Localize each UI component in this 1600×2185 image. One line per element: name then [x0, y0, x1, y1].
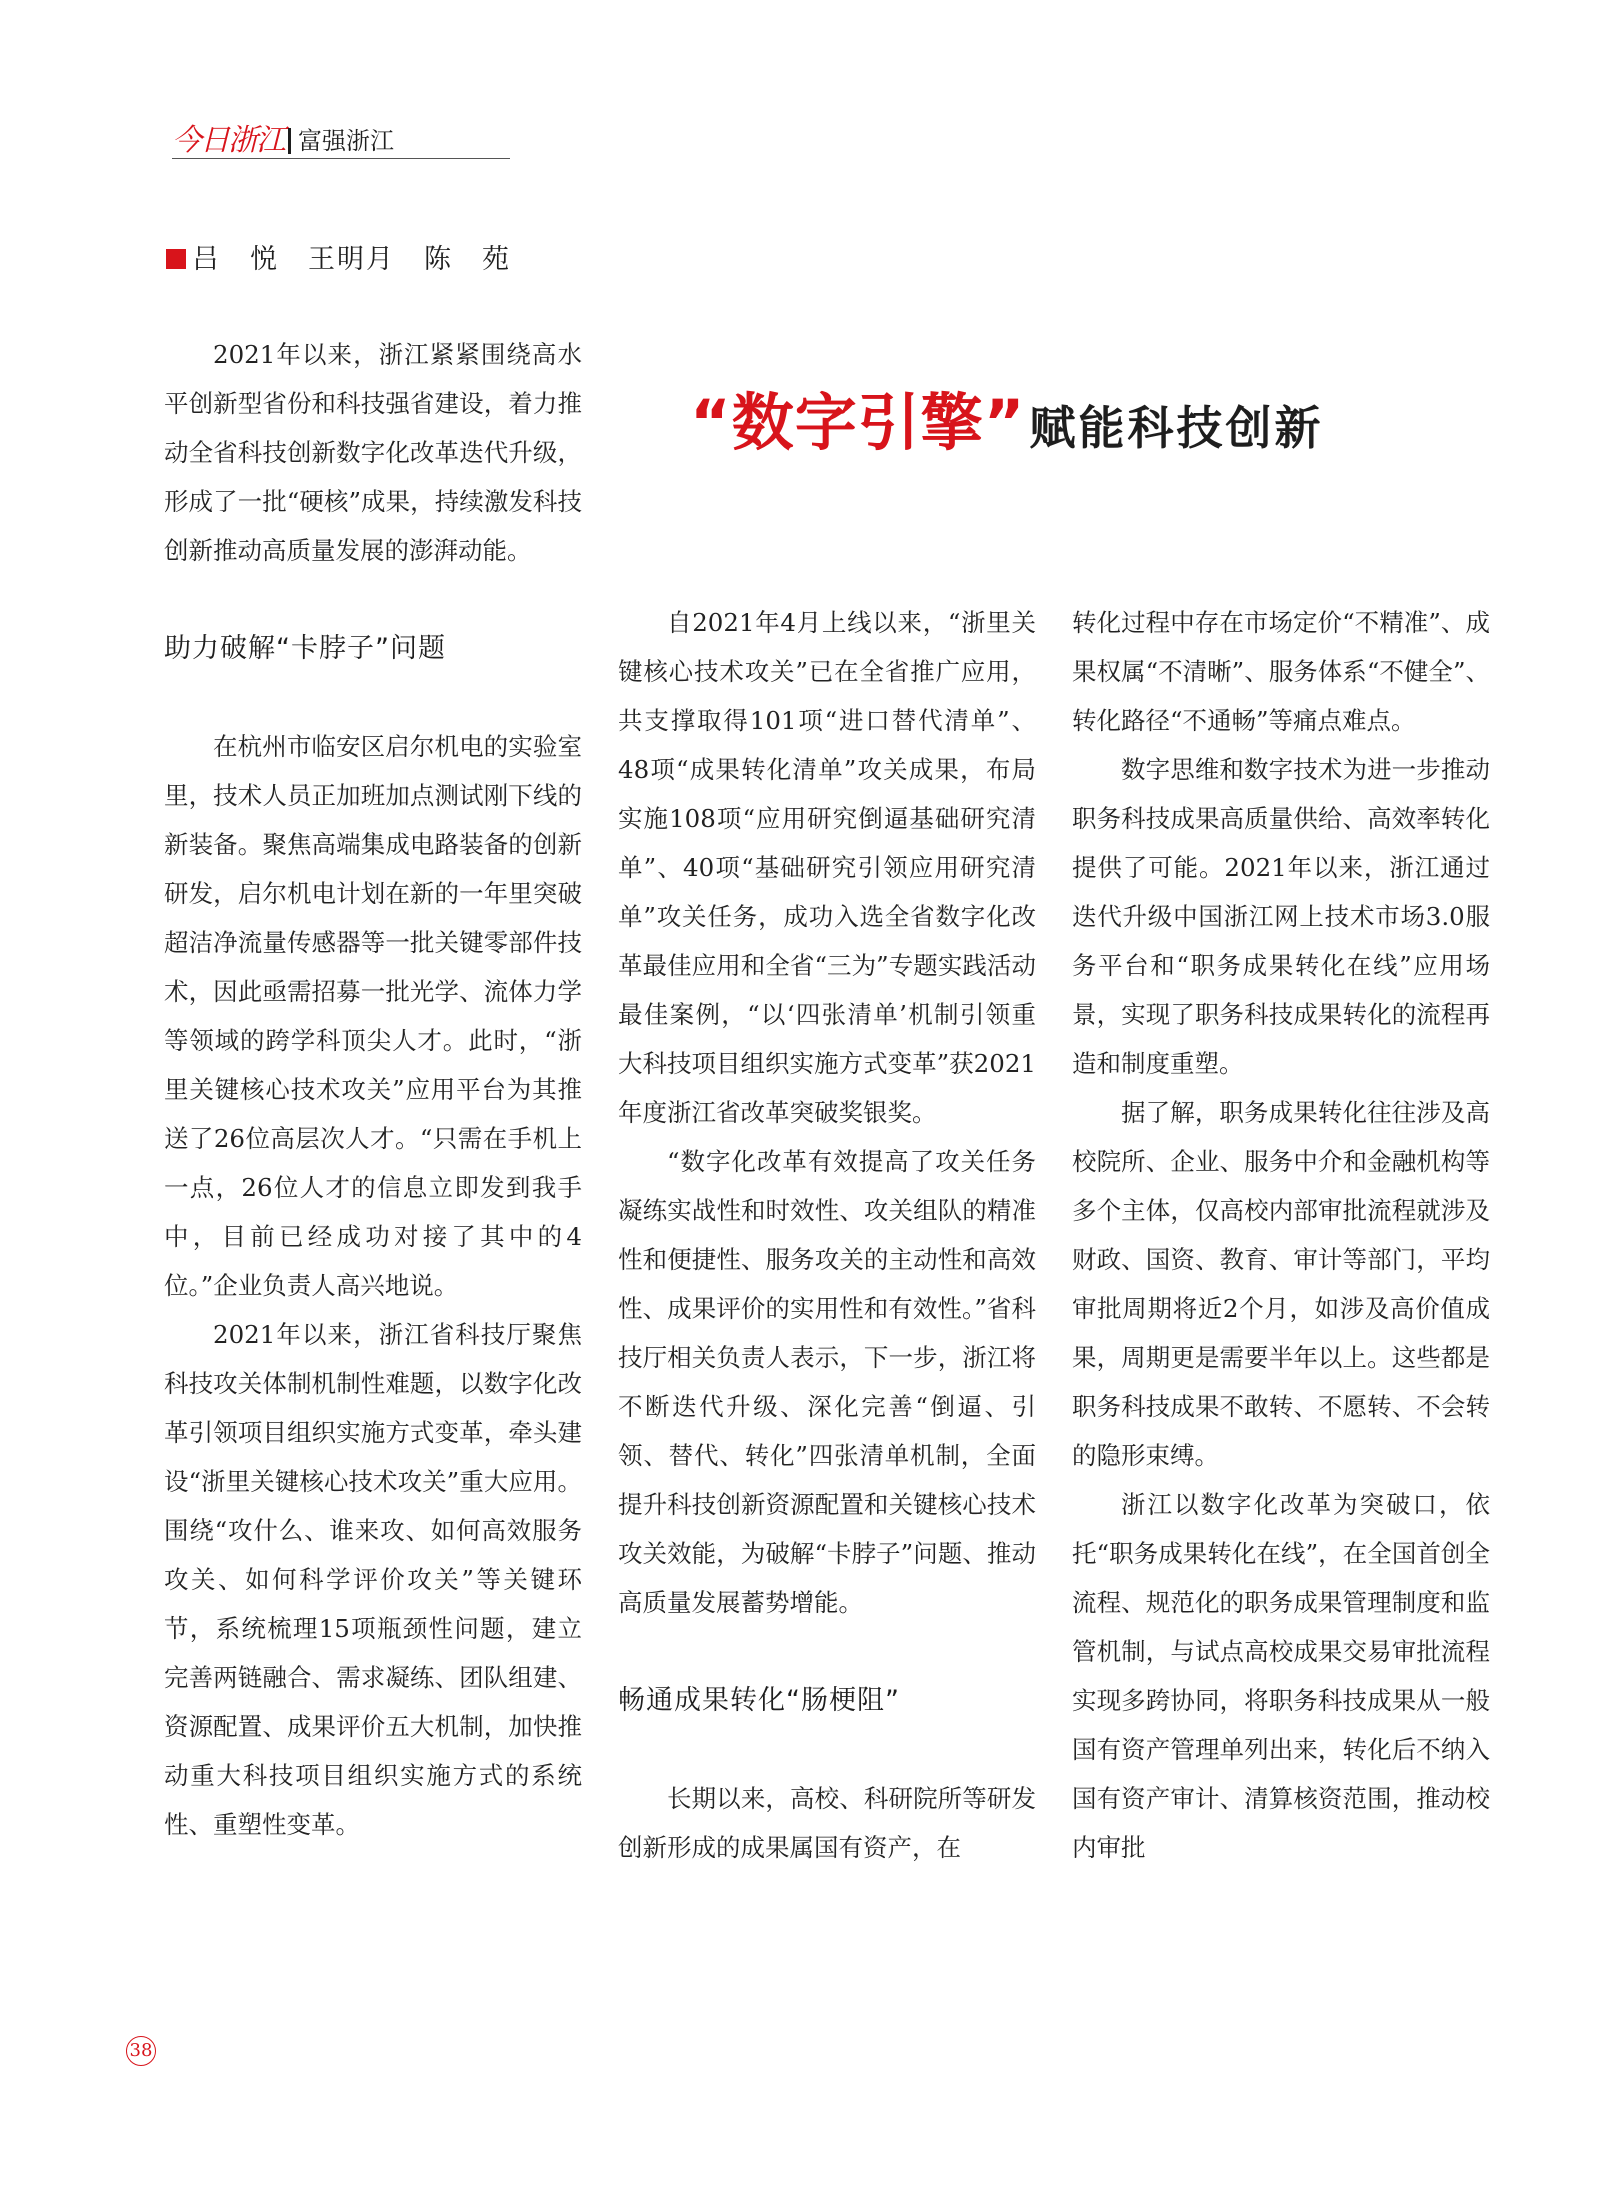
magazine-logo: 今日浙江: [172, 123, 284, 158]
header-divider: [288, 128, 291, 154]
page-header: [172, 124, 510, 158]
paragraph: 2021年以来，浙江紧紧围绕高水平创新型省份和科技强省建设，着力推动全省科技创新数字化改革迭代升级，形成了一批“硬核”成果，持续激发科技创新推动高质量发展的澎湃动能。: [164, 340, 582, 565]
author-line: [166, 240, 511, 280]
paragraph: 数字思维和数字技术为进一步推动职务科技成果高质量供给、高效率转化提供了可能。2021年以来，浙江通过迭代升级中国浙江网上技术市场3.0服务平台和“职务成果转化在线”应用场景，实现了职务科技成果转化的流程再造和制度重塑。: [1072, 755, 1490, 1078]
header-rule: [172, 158, 510, 159]
subheading: 助力破解“卡脖子”问题: [164, 633, 446, 664]
authors: 吕 悦 王明月 陈 苑: [192, 244, 511, 275]
paragraph: 浙江以数字化改革为突破口，依托“职务成果转化在线”，在全国首创全流程、规范化的职务成果管理制度和监管机制，与试点高校成果交易审批流程实现多跨协同，将职务科技成果从一般国有资产管理单列出来，转化后不纳入国有资产审计、清算核资范围，推动校内审批: [1072, 1490, 1490, 1862]
paragraph: 转化过程中存在市场定价“不精准”、成果权属“不清晰”、服务体系“不健全”、转化路径“不通畅”等痛点难点。: [1072, 608, 1490, 735]
subheading: 畅通成果转化“肠梗阻”: [618, 1685, 900, 1716]
paragraph: 在杭州市临安区启尔机电的实验室里，技术人员正加班加点测试刚下线的新装备。聚焦高端集成电路装备的创新研发，启尔机电计划在新的一年里突破超洁净流量传感器等一批关键零部件技术，因此亟需招募一批光学、流体力学等领域的跨学科顶尖人才。此时，“浙里关键核心技术攻关”应用平台为其推送了26位高层次人才。“只需在手机上一点，26位人才的信息立即发到我手中，目前已经成功对接了其中的4位。”企业负责人高兴地说。: [164, 732, 582, 1300]
paragraph: 2021年以来，浙江省科技厅聚焦科技攻关体制机制性难题，以数字化改革引领项目组织实施方式变革，牵头建设“浙里关键核心技术攻关”重大应用。围绕“攻什么、谁来攻、如何高效服务攻关、如何科学评价攻关”等关键环节，系统梳理15项瓶颈性问题，建立完善两链融合、需求凝练、团队组建、资源配置、成果评价五大机制，加快推动重大科技项目组织实施方式的系统性、重塑性变革。: [164, 1320, 582, 1839]
column-3: [1072, 598, 1490, 1872]
column-2: [618, 598, 1036, 1872]
title-highlight: “数字引擎”: [690, 386, 1026, 459]
paragraph: 据了解，职务成果转化往往涉及高校院所、企业、服务中介和金融机构等多个主体，仅高校内部审批流程就涉及财政、国资、教育、审计等部门，平均审批周期将近2个月，如涉及高价值成果，周期更是需要半年以上。这些都是职务科技成果不敢转、不愿转、不会转的隐形束缚。: [1072, 1098, 1490, 1470]
paragraph: 长期以来，高校、科研院所等研发创新形成的成果属国有资产，在: [618, 1784, 1036, 1862]
section-name: 富强浙江: [298, 127, 394, 155]
paragraph: 自2021年4月上线以来，“浙里关键核心技术攻关”已在全省推广应用，共支撑取得101项“进口替代清单”、48项“成果转化清单”攻关成果，布局实施108项“应用研究倒逼基础研究清单”、40项“基础研究引领应用研究清单”攻关任务，成功入选全省数字化改革最佳应用和全省“三为”专题实践活动最佳案例，“以‘四张清单’机制引领重大科技项目组织实施方式变革”获2021年度浙江省改革突破奖银奖。: [618, 608, 1036, 1127]
title-rest: 赋能科技创新: [1029, 401, 1324, 455]
article-title: [690, 378, 1324, 468]
paragraph: “数字化改革有效提高了攻关任务凝练实战性和时效性、攻关组队的精准性和便捷性、服务攻关的主动性和高效性、成果评价的实用性和有效性。”省科技厅相关负责人表示，下一步，浙江将不断迭代升级、深化完善“倒逼、引领、替代、转化”四张清单机制，全面提升科技创新资源配置和关键核心技术攻关效能，为破解“卡脖子”问题、推动高质量发展蓄势增能。: [618, 1147, 1036, 1617]
column-1: [164, 330, 582, 1849]
author-marker-icon: [166, 249, 186, 269]
page-number: 38: [126, 2036, 156, 2066]
